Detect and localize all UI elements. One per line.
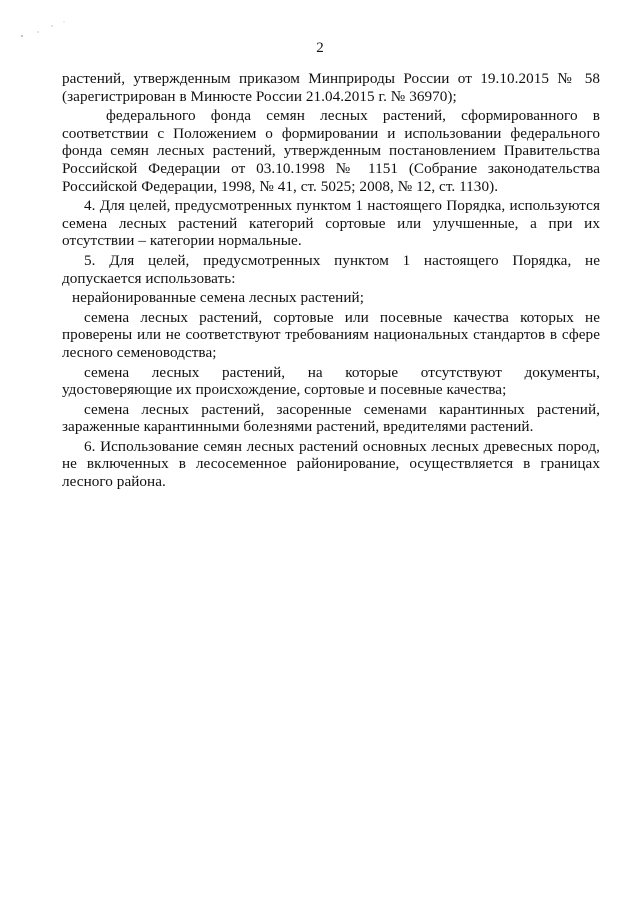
paragraph-item-5: 5. Для целей, предусмотренных пунктом 1 настоящего Порядка, не допускается использовать:	[62, 251, 600, 287]
list-item-undocumented-seeds: семена лесных растений, на которые отсутствуют документы, удостоверяющие их происхождение, сортовые и посевные качества;	[62, 363, 600, 399]
list-item-unzoned-seeds: нерайонированные семена лесных растений;	[72, 289, 364, 307]
paragraph-item-6: 6. Использование семян лесных растений основных лесных древесных пород, не включенных в лесосеменное районирование, осуществляется в границах лесного района.	[62, 437, 600, 491]
page-number: 2	[316, 40, 324, 56]
list-item-quarantine-seeds: семена лесных растений, засоренные семенами карантинных растений, зараженные карантинными болезнями растений, вредителями растений.	[62, 400, 600, 436]
paragraph-continuation: растений, утвержденным приказом Минприроды России от 19.10.2015 № 58 (зарегистрирован в Минюсте России 21.04.2015 г. № 36970);	[62, 70, 600, 105]
document-body	[62, 70, 600, 493]
list-item-unchecked-seeds: семена лесных растений, сортовые или посевные качества которых не проверены или не соответствуют требованиям национальных стандартов в сфере лесного семеноводства;	[62, 308, 600, 361]
paragraph-federal-fund: федерального фонда семян лесных растений, сформированного в соответствии с Положением о формировании и использовании федерального фонда семян лесных растений, утвержденным постановлением Правительства Российской Федерации от 03.10.1998 № 1151 (Собрание законодательства Российской Федерации, 1998, № 41, ст. 5025; 2008, № 12, ст. 1130).	[62, 107, 600, 195]
paragraph-item-4: 4. Для целей, предусмотренных пунктом 1 настоящего Порядка, используются семена лесных растений категорий сортовые или улучшенные, а при их отсутствии – категории нормальные.	[62, 197, 600, 250]
